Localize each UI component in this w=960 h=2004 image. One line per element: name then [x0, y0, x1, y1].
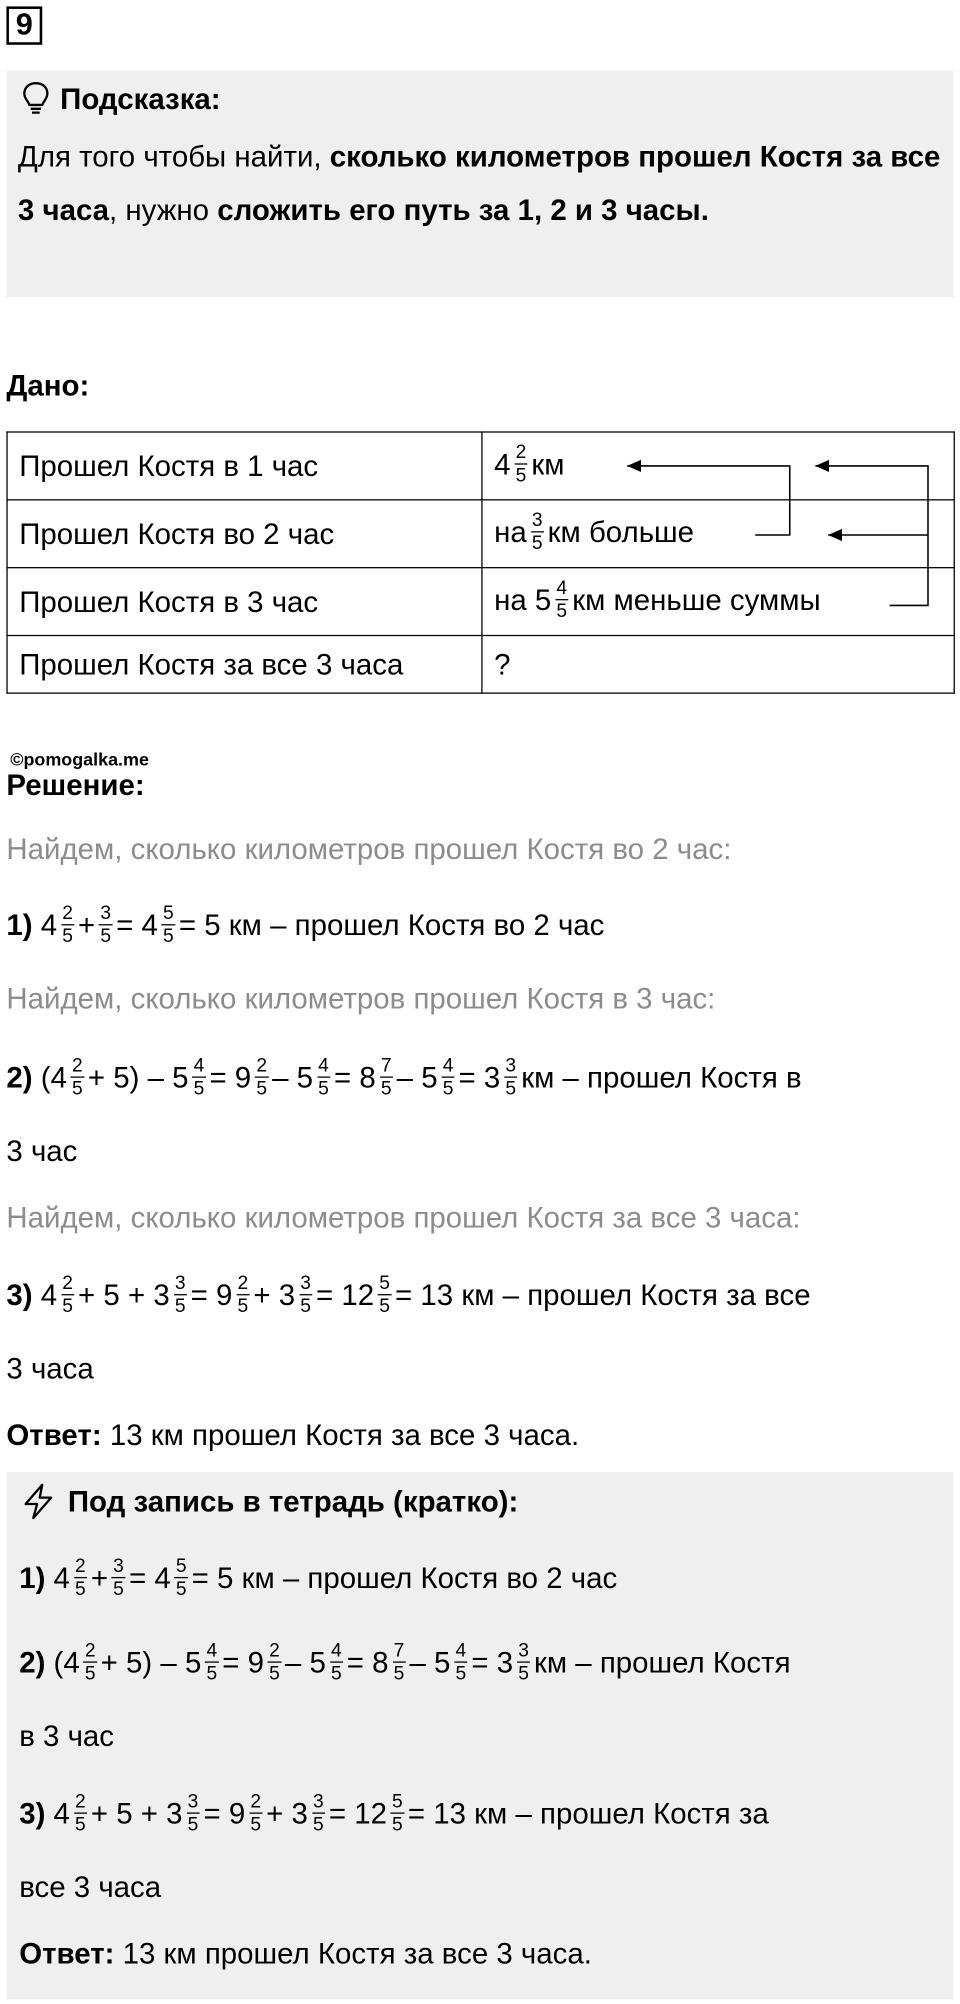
given-row-1-left: Прошел Костя в 1 час: [7, 432, 482, 500]
answer-label: Ответ:: [6, 1418, 102, 1452]
short-step-2-tail-a: км – прошел Костя: [534, 1645, 791, 1679]
numerator: 4: [556, 576, 568, 599]
hint-text-3: , нужно: [109, 193, 218, 227]
short-title-text: Под запись в тетрадь (кратко):: [67, 1484, 519, 1518]
step-2-tail-b: 3 час: [6, 1134, 78, 1168]
given-table: [6, 431, 954, 693]
lightning-icon: [19, 1482, 57, 1520]
short-answer: [19, 1937, 592, 1972]
table-row: [7, 432, 954, 500]
short-step-2: 2) (4 $\frac{2}{5}$ + 5) – 5 $\frac{4}{5}$ = 9 $\frac{2}{5}$ – 5 $\frac{4}{5}$ = 8 $\frac{7}{5}$ – 5 $\frac{4}{5}$ = 3 $\frac{3}{5}$ км – прошел Костя: [19, 1639, 791, 1685]
numerator: 3: [531, 508, 543, 531]
short-note-box: [6, 1472, 953, 1999]
lightbulb-icon: [22, 81, 50, 117]
solution-label: Решение:: [6, 768, 145, 802]
short-step-3-tail-a: = 13 км – прошел Костя за: [407, 1796, 769, 1830]
hint-text-4: сложить его путь за 1, 2 и 3 часы.: [217, 193, 709, 227]
given-row-2-left: Прошел Костя во 2 час: [7, 500, 482, 568]
hint-title-text: Подсказка:: [60, 81, 221, 115]
short-step-1-tail: = 5 км – прошел Костя во 2 час: [191, 1561, 618, 1595]
hint-title: [22, 81, 221, 117]
denominator: 5: [515, 464, 527, 486]
step-3: 3) 4 $\frac{2}{5}$ + 5 + 3 $\frac{3}{5}$ = 9 $\frac{2}{5}$ + 3 $\frac{3}{5}$ = 12 $\frac{5}{5}$ = 13 км – прошел Костя за все: [6, 1272, 811, 1318]
short-step-3: 3) 4 $\frac{2}{5}$ + 5 + 3 $\frac{3}{5}$ = 9 $\frac{2}{5}$ + 3 $\frac{3}{5}$ = 12 $\frac{5}{5}$ = 13 км – прошел Костя за: [19, 1790, 769, 1836]
value-prefix: на: [494, 514, 527, 548]
fraction: [531, 509, 544, 554]
task-number: 9: [6, 6, 42, 44]
comment-3: Найдем, сколько километров прошел Костя за все 3 часа:: [6, 1200, 801, 1234]
denominator: 5: [531, 531, 543, 554]
given-row-4-right: ?: [482, 636, 954, 694]
hint-box: [6, 70, 953, 297]
step-3-tail-a: = 13 км – прошел Костя за все: [395, 1278, 811, 1312]
short-answer-label: Ответ:: [19, 1936, 115, 1970]
step-1-tail: = 5 км – прошел Костя во 2 час: [178, 908, 605, 942]
watermark: ©pomogalka.me: [10, 748, 149, 770]
short-title: [19, 1482, 518, 1520]
fraction: [555, 577, 568, 622]
step-2: 2) (4 $\frac{2}{5}$ + 5) – 5 $\frac{4}{5}$ = 9 $\frac{2}{5}$ – 5 $\frac{4}{5}$ = 8 $\frac{7}{5}$ – 5 $\frac{4}{5}$ = 3 $\frac{3}{5}$ км – прошел Костя в: [6, 1054, 802, 1100]
step-2-tail-a: км – прошел Костя в: [521, 1060, 802, 1094]
value-whole: 4: [494, 446, 511, 481]
fraction: [514, 441, 527, 486]
step-3-tail-b: 3 часа: [6, 1351, 94, 1385]
hint-text-1: Для того чтобы найти,: [17, 139, 330, 173]
given-row-3-left: Прошел Костя в 3 час: [7, 568, 482, 636]
unit: км: [531, 446, 565, 481]
comment-2: Найдем, сколько километров прошел Костя в 3 час:: [6, 981, 716, 1016]
given-row-4-left: Прошел Костя за все 3 часа: [7, 636, 482, 694]
comment-1: Найдем, сколько километров прошел Костя во 2 час:: [6, 832, 732, 866]
given-label: Дано:: [6, 368, 90, 402]
unit: км меньше суммы: [572, 582, 821, 616]
numerator: 2: [515, 440, 527, 463]
answer-text: 13 км прошел Костя за все 3 часа.: [101, 1418, 580, 1452]
table-row: [7, 500, 954, 568]
short-step-3-tail-b: все 3 часа: [19, 1870, 162, 1904]
given-row-3-right: [482, 568, 954, 636]
table-row: [7, 568, 954, 636]
short-step-2-tail-b: в 3 час: [19, 1719, 115, 1753]
given-row-2-right: [482, 500, 954, 568]
hint-text: [18, 129, 946, 237]
step-1: 1) 4 $\frac{2}{5}$ + $\frac{3}{5}$ = 4 $\frac{5}{5}$ = 5 км – прошел Костя во 2 час: [6, 902, 605, 948]
short-step-1: 1) 4 $\frac{2}{5}$ + $\frac{3}{5}$ = 4 $\frac{5}{5}$ = 5 км – прошел Костя во 2 час: [19, 1555, 618, 1600]
table-row: [7, 636, 954, 694]
given-row-1-right: [482, 432, 954, 500]
value-prefix: на 5: [494, 582, 552, 616]
hint-text-2: сколько километров прошел Костя за все 3 часа: [17, 139, 941, 227]
denominator: 5: [556, 599, 568, 622]
short-answer-text: 13 км прошел Костя за все 3 часа.: [114, 1936, 592, 1970]
unit: км больше: [547, 514, 695, 548]
answer: [6, 1418, 579, 1453]
